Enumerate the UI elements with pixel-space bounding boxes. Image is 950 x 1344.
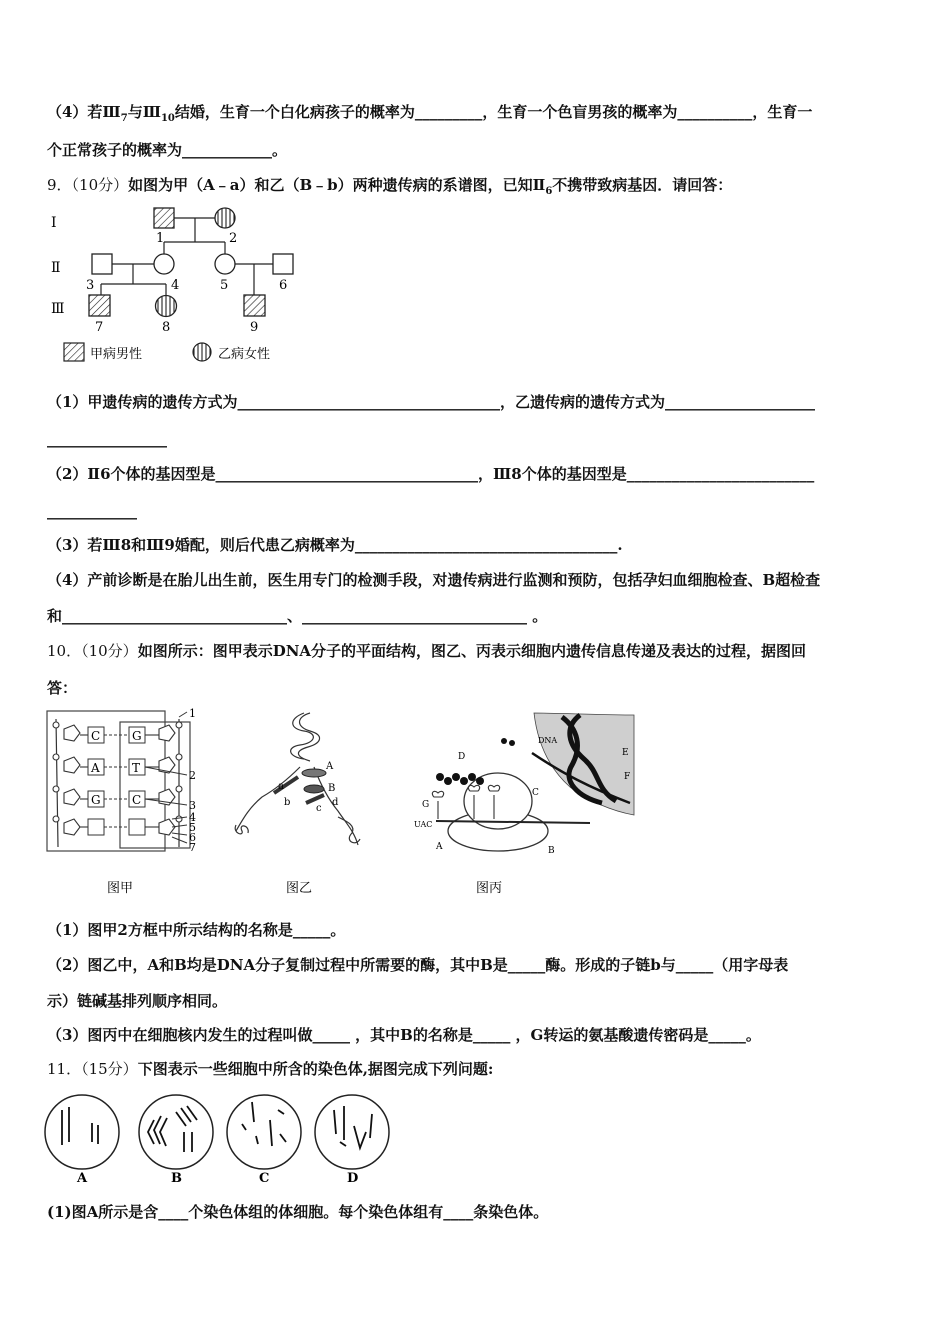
individual-8 [156,296,177,317]
gen-label-1: Ⅰ [51,215,57,231]
gen-label-2: Ⅱ [51,260,61,276]
q8-part4-cont: 个正常孩子的概率为____________。 [47,141,288,159]
q9-part2-cont: ____________ [47,502,137,520]
q9-part4: （4）产前诊断是在胎儿出生前，医生用专门的检测手段，对遗传病进行监测和预防，包括孕妇血细胞检查、B超检查 [47,571,821,589]
svg-text:6: 6 [189,831,196,844]
label-A: A [436,842,443,852]
q10-header-cont: 答： [47,679,78,697]
pedigree-diagram [44,200,304,370]
individual-7 [89,295,110,316]
label-B: B [328,783,336,794]
q9-part3: （3）若Ⅲ8和Ⅲ9婚配，则后代患乙病概率为___________________________________. [47,536,623,554]
label-F: F [624,772,631,782]
svg-text:3: 3 [189,799,196,812]
svg-text:5: 5 [189,821,196,834]
individual-5 [215,254,235,274]
q9-part1-cont: ________________ [47,430,167,448]
svg-text:2: 2 [189,769,196,782]
base-right-3: C [132,793,142,807]
svg-text:1: 1 [189,707,196,720]
gen-label-3: Ⅲ [51,301,65,317]
q9-part4-cont: 和______________________________、______________________________ 。 [47,607,548,625]
label-E: E [622,748,629,758]
svg-text:8: 8 [162,320,171,335]
label-G: G [422,800,430,810]
cell-label-B: B [171,1171,182,1186]
cell-label-D: D [347,1171,359,1186]
q10-part2: （2）图乙中，A和B均是DNA分子复制过程中所需要的酶，其中B是_____酶。形成的子链b与_____（用字母表 [47,956,789,974]
label-DNA: DNA [538,736,558,745]
individual-3 [92,254,112,274]
cell-label-C: C [259,1171,270,1186]
individual-4 [154,254,174,274]
q9-part1: （1）甲遗传病的遗传方式为___________________________________，乙遗传病的遗传方式为____________________ [47,393,815,411]
label-D: D [458,752,466,762]
svg-text:6: 6 [279,278,288,293]
label-C: C [532,788,539,798]
q10-part1: （1）图甲2方框中所示结构的名称是_____。 [47,921,346,939]
label-b: b [284,797,291,808]
label-c: c [316,803,322,814]
q11-header: 11．（15分）下图表示一些细胞中所含的染色体,据图完成下列问题: [47,1060,494,1078]
svg-text:2: 2 [229,231,238,246]
label-a: a [278,781,284,792]
legend-label-b: 乙病女性 [218,347,271,362]
caption-jia: 图甲 [107,881,134,896]
figure-bing-expression [412,707,642,897]
label-d: d [332,797,339,808]
q10-part3: （3）图丙中在细胞核内发生的过程叫做_____ ，其中B的名称是_____ ，G转运的氨基酸遗传密码是_____。 [47,1026,761,1044]
figure-yi-replication [228,707,368,897]
label-UAC: UAC [414,820,433,829]
label-B: B [548,846,555,856]
q10-header: 10．（10分）如图所示：图甲表示DNA分子的平面结构，图乙、丙表示细胞内遗传信息传递及表达的过程，据图回 [47,642,807,660]
individual-2 [215,208,235,228]
svg-text:5: 5 [220,278,229,293]
q9-part2: （2）Ⅱ6个体的基因型是___________________________________，Ⅲ8个体的基因型是_________________________ [47,465,815,483]
base-left-2: A [91,761,100,775]
q10-part2-cont: 示）链碱基排列顺序相同。 [47,992,228,1010]
base-right-2: T [132,761,141,775]
svg-text:3: 3 [86,278,95,293]
legend-swatch-b [193,343,211,361]
q9-header: 9．（10分）如图为甲（A﹣a）和乙（B﹣b）两种遗传病的系谱图，已知$Ⅱ_6$不携带致病基因．请回答： [47,176,733,197]
base-left-1: C [91,729,101,743]
individual-9 [244,295,265,316]
svg-text:1: 1 [156,231,165,246]
base-left-3: G [91,793,101,807]
svg-text:4: 4 [171,278,180,293]
q8-part4-line: （4）若$Ⅲ_7$与$Ⅲ_{10}$结婚，生育一个白化病孩子的概率为_________，生育一个色盲男孩的概率为__________，生育一 [47,103,813,124]
svg-text:7: 7 [189,841,196,854]
individual-1 [154,208,174,228]
individual-6 [273,254,293,274]
svg-text:7: 7 [95,320,104,335]
figure-cells [42,1090,402,1190]
base-right-1: G [132,729,142,743]
label-A: A [326,761,334,772]
legend-swatch-a [64,343,84,361]
legend-label-a: 甲病男性 [90,347,143,362]
figure-jia-dna-structure [44,707,214,897]
q11-part1: (1)图A所示是含____个染色体组的体细胞。每个染色体组有____条染色体。 [47,1203,549,1221]
svg-text:9: 9 [250,320,259,335]
svg-text:4: 4 [189,811,196,824]
cell-label-A: A [77,1171,88,1186]
caption-yi: 图乙 [286,881,313,896]
caption-bing: 图丙 [476,881,503,896]
